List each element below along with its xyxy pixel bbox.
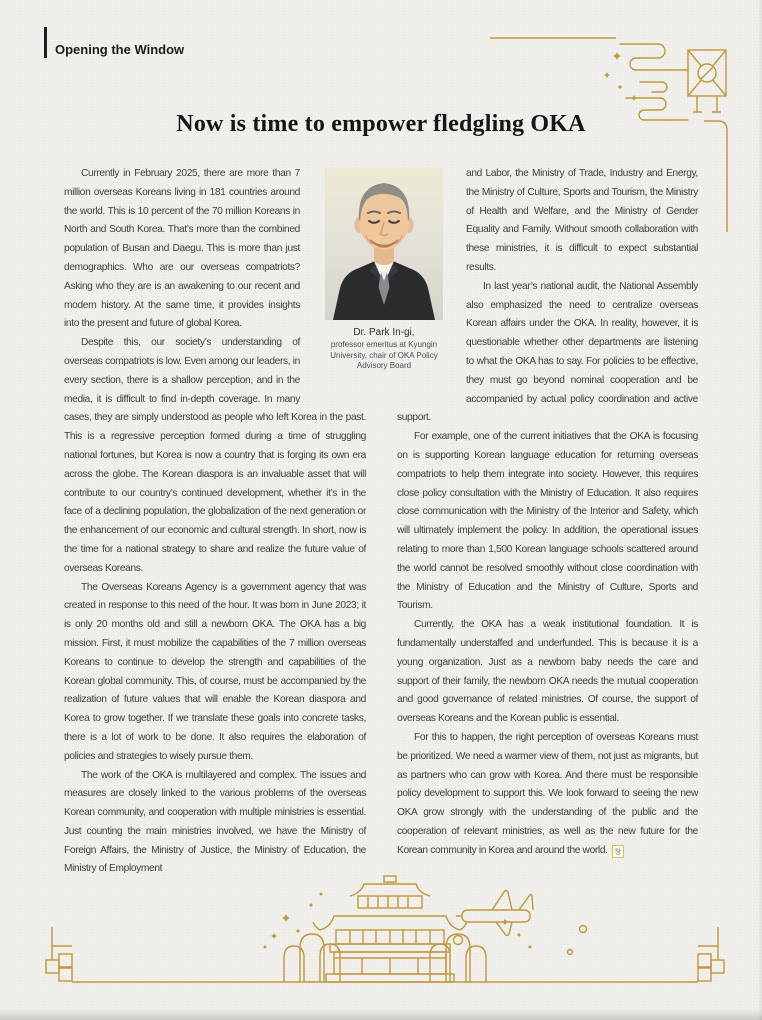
paragraph-text: For this to happen, the right perception of overseas Koreans must be prioritized. We need a warmer view of them, not just as migrants, but as partners who can grow with Korea. And there must be responsible policy development to support this. We look forward to seeing the new OKA grow strongly with the understanding of the public and the cooperation of relevant ministries, as well as the new future for the Korean community in Korea and around the world.: [397, 731, 698, 856]
cloud-scrolls-icon: [620, 44, 688, 120]
article-paragraph: In last year’s national audit, the National Assembly also emphasized the need to centralize overseas Korean affairs under the OKA. In reality, however, it is questionable whether other departments are listening to what the OKA has to say. For policies to be effective, they must go beyond nominal cooperation and be accompanied by actual policy coordination and active support.: [397, 280, 698, 424]
lattice-corner-right: [698, 927, 724, 981]
section-kicker: [44, 27, 184, 58]
caption-role: professor emeritus at Kyungin University, chair of OKA Policy Advisory Board: [330, 340, 438, 370]
page-edge-shade-bottom: [0, 1009, 762, 1020]
photo-caption: [319, 327, 449, 372]
tree-arches-left-icon: [284, 934, 340, 982]
article-paragraph: Currently in February 2025, there are more than 7 million overseas Koreans living in 181 countries around the world. This is 10 percent of the 70 million Koreans in North and South Korea. That’s more than the combined population of Busan and Daegu. This is more than just demographics. Who are our overseas compatriots? Asking who they are is an awakening to our recent and modern history. At the same time, it provides insights into the present and future of global Korea.: [64, 168, 300, 330]
article-paragraph-last: [397, 729, 698, 861]
caption-name: Dr. Park In-gi,: [353, 327, 415, 338]
portrait-illustration: [325, 168, 443, 320]
article-column-left: [64, 165, 366, 879]
article-title: Now is time to empower fledgling OKA: [176, 111, 586, 137]
kite-icon: [688, 50, 726, 112]
article-paragraph: Despite this, our society’s understanding of overseas compatriots is low. Even among our leaders, in every section, there is a shallow perception, and in the media, it is difficult to find in-depth coverage. In many cases, they are simply understood as people who left Korea in the past. This is a regressive perception formed during a time of struggling national fortunes, but Korea is now a country that is forging its own era across the globe. The Korean diaspora is an invaluable asset that will contribute to our country’s continued development, whether it’s in the face of a declining population, the globalization of the next generation or the enhancement of our economic and cultural strength. In short, now is the time for a national strategy to share and realize the future value of overseas Koreans.: [64, 337, 366, 574]
section-label: Opening the Window: [55, 42, 185, 57]
palace-illustration-icon: [313, 876, 467, 982]
kicker-bar: [44, 27, 47, 58]
tree-arches-right-icon: [430, 934, 486, 982]
portrait-photo: [325, 168, 443, 372]
article-paragraph: The Overseas Koreans Agency is a government agency that was created in response to this need of the hour. It was born in June 2023; it is only 20 months old and still a newborn OKA. The OKA has a big mission. First, it must mobilize the capabilities of the 7 million overseas Koreans to continue to develop the strength and capabilities of the Korean global community. This, of course, must be accompanied by the realization of future values that will enable the Korean diaspora and Korea to grow together. If we translate these goals into concrete tasks, there is a lot of work to be done. It also requires the elaboration of policies and strategies to wisely pursue them.: [64, 581, 366, 762]
end-of-article-mark: 창: [612, 845, 624, 858]
circle-accents-icon: [454, 926, 587, 955]
article-paragraph: For example, one of the current initiatives that the OKA is focusing on is supporting Korean language education for returning overseas compatriots to help them integrate into society. However, this requires close policy consultation with the Ministry of Education. It also requires close communication with the Ministry of the Interior and Safety, which will ultimately implement the policy. In addition, the operational issues relating to more than 1,500 Korean language schools scattered around the world cannot be resolved smoothly without close coordination with the Ministry of Education and the Ministry of Culture, Sports and Tourism.: [397, 431, 698, 612]
article-paragraph: and Labor, the Ministry of Trade, Industry and Energy, the Ministry of Culture, Sports and Tourism, the Ministry of Health and Welfare, and the Ministry of Gender Equality and Family. Without smooth collaboration with these ministries, it is difficult to expect substantial results.: [466, 168, 698, 273]
article-paragraph: The work of the OKA is multilayered and complex. The issues and measures are closely linked to the various problems of the overseas Korean community, and cooperation with multiple ministries is essential. Just counting the main ministries involved, we have the Ministry of Foreign Affairs, the Ministry of Justice, the Ministry of Education, the Ministry of Employment: [64, 769, 366, 875]
lattice-corner-left: [46, 927, 72, 981]
article-paragraph: Currently, the OKA has a weak institutional foundation. It is fundamentally understaffed and underfunded. This is because it is a young organization. Just as a newborn baby needs the care and support of their family, the newborn OKA needs the mutual cooperation and good governance of related ministries. Of course, the support of overseas Koreans and the Korean public is essential.: [397, 619, 698, 725]
airplane-icon: [456, 891, 533, 936]
